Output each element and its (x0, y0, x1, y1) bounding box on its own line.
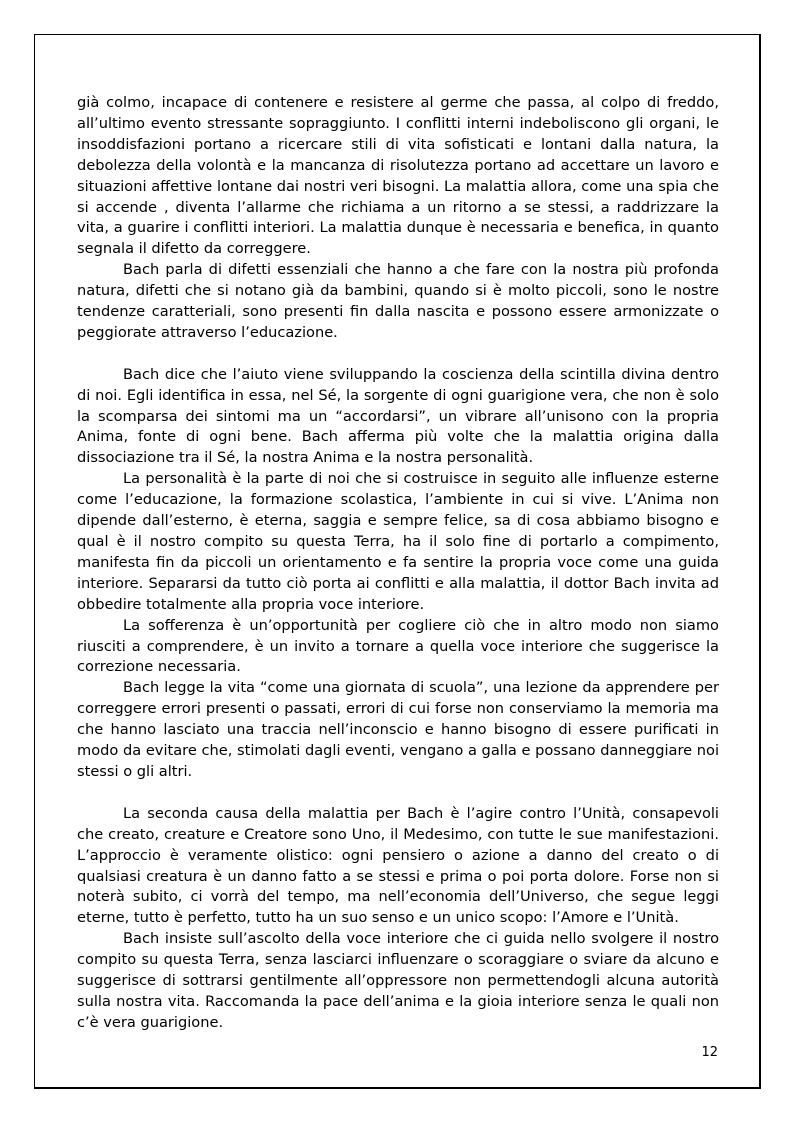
paragraph: Bach dice che l’aiuto viene sviluppando la coscienza della scintilla divina dentro di noi. Egli identifica in essa, nel Sé, la sorgente di ogni guarigione vera, che non è solo la scomparsa dei sintomi ma un “accordarsi”, un vibrare all’unisono con la propria Anima, fonte di ogni bene. Bach afferma più volte che la malattia origina dalla dissociazione tra il Sé, la nostra Anima e la nostra personalità. (77, 365, 719, 467)
paragraph: Bach parla di difetti essenziali che hanno a che fare con la nostra più profonda natura, difetti che si notano già da bambini, quando si è molto piccoli, sono le nostre tendenze caratteriali, sono presenti fin dalla nascita e possono essere armonizzate o peggiorate attraverso l’educazione. (77, 261, 719, 341)
paragraph: La seconda causa della malattia per Bach è l’agire contro l’Unità, consapevoli che creato, creature e Creatore sono Uno, il Medesimo, con tutte le sue manifestazioni. L’approccio è veramente olistico: ogni pensiero o azione a danno del creato o di qualsiasi creatura è un danno fatto a se stessi e prima o poi porta dolore. Forse non si noterà subito, ci vorrà del tempo, ma nell’economia dell’Universo, che segue leggi eterne, tutto è perfetto, tutto ha un suo senso e un unico scopo: l’Amore e l’Unità. (77, 804, 719, 927)
paragraph: La sofferenza è un’opportunità per cogliere ciò che in altro modo non siamo riusciti a comprendere, è un invito a tornare a quella voce interiore che suggerisce la correzione necessaria. (77, 616, 719, 676)
paragraph: La personalità è la parte di noi che si costruisce in seguito alle influenze esterne come l’educazione, la formazione scolastica, l’ambiente in cui si vive. L’Anima non dipende dall’esterno, è eterna, saggia e sempre felice, sa di cosa abbiamo bisogno e qual è il nostro compito su questa Terra, ha il solo fine di portarlo a compimento, manifesta fin da piccoli un orientamento e fa sentire la propria voce come una guida interiore. Separarsi da tutto ciò porta ai conflitti e alla malattia, il dottor Bach invita ad obbedire totalmente alla propria voce interiore. (77, 470, 719, 613)
paragraph: Bach insiste sull’ascolto della voce interiore che ci guida nello svolgere il nostro compito su questa Terra, senza lasciarci influenzare o scoraggiare o sviare da alcuno e suggerisce di sottrarsi gentilmente all’oppressore non permettendogli alcuna autorità sulla nostra vita. Raccomanda la pace dell’anima e la gioia interiore senza le quali non c’è vera guarigione. (77, 930, 719, 1031)
body-text (77, 93, 719, 1034)
paragraph: Bach legge la vita “come una giornata di scuola”, una lezione da apprendere per correggere errori presenti o passati, errori di cui forse non conserviamo la memoria ma che hanno lasciato una traccia nell’inconscio e hanno bisogno di essere purificati in modo da evitare che, stimolati dagli eventi, vengano a galla e possano danneggiare noi stessi o gli altri. (77, 679, 719, 780)
paragraph: già colmo, incapace di contenere e resistere al germe che passa, al colpo di freddo, all’ultimo evento stressante sopraggiunto. I conflitti interni indeboliscono gli organi, le insoddisfazioni portano a ricercare stili di vita sofisticati e lontani dalla natura, la debolezza della volontà e la mancanza di risolutezza portano ad accettare un lavoro e situazioni affettive lontane dai nostri veri bisogni. La malattia allora, come una spia che si accende , diventa l’allarme che richiama a un ritorno a se stessi, a raddrizzare la vita, a guarire i conflitti interiori. La malattia dunque è necessaria e benefica, in quanto segnala il difetto da correggere. (77, 94, 719, 258)
page-number: 12 (701, 1045, 718, 1060)
